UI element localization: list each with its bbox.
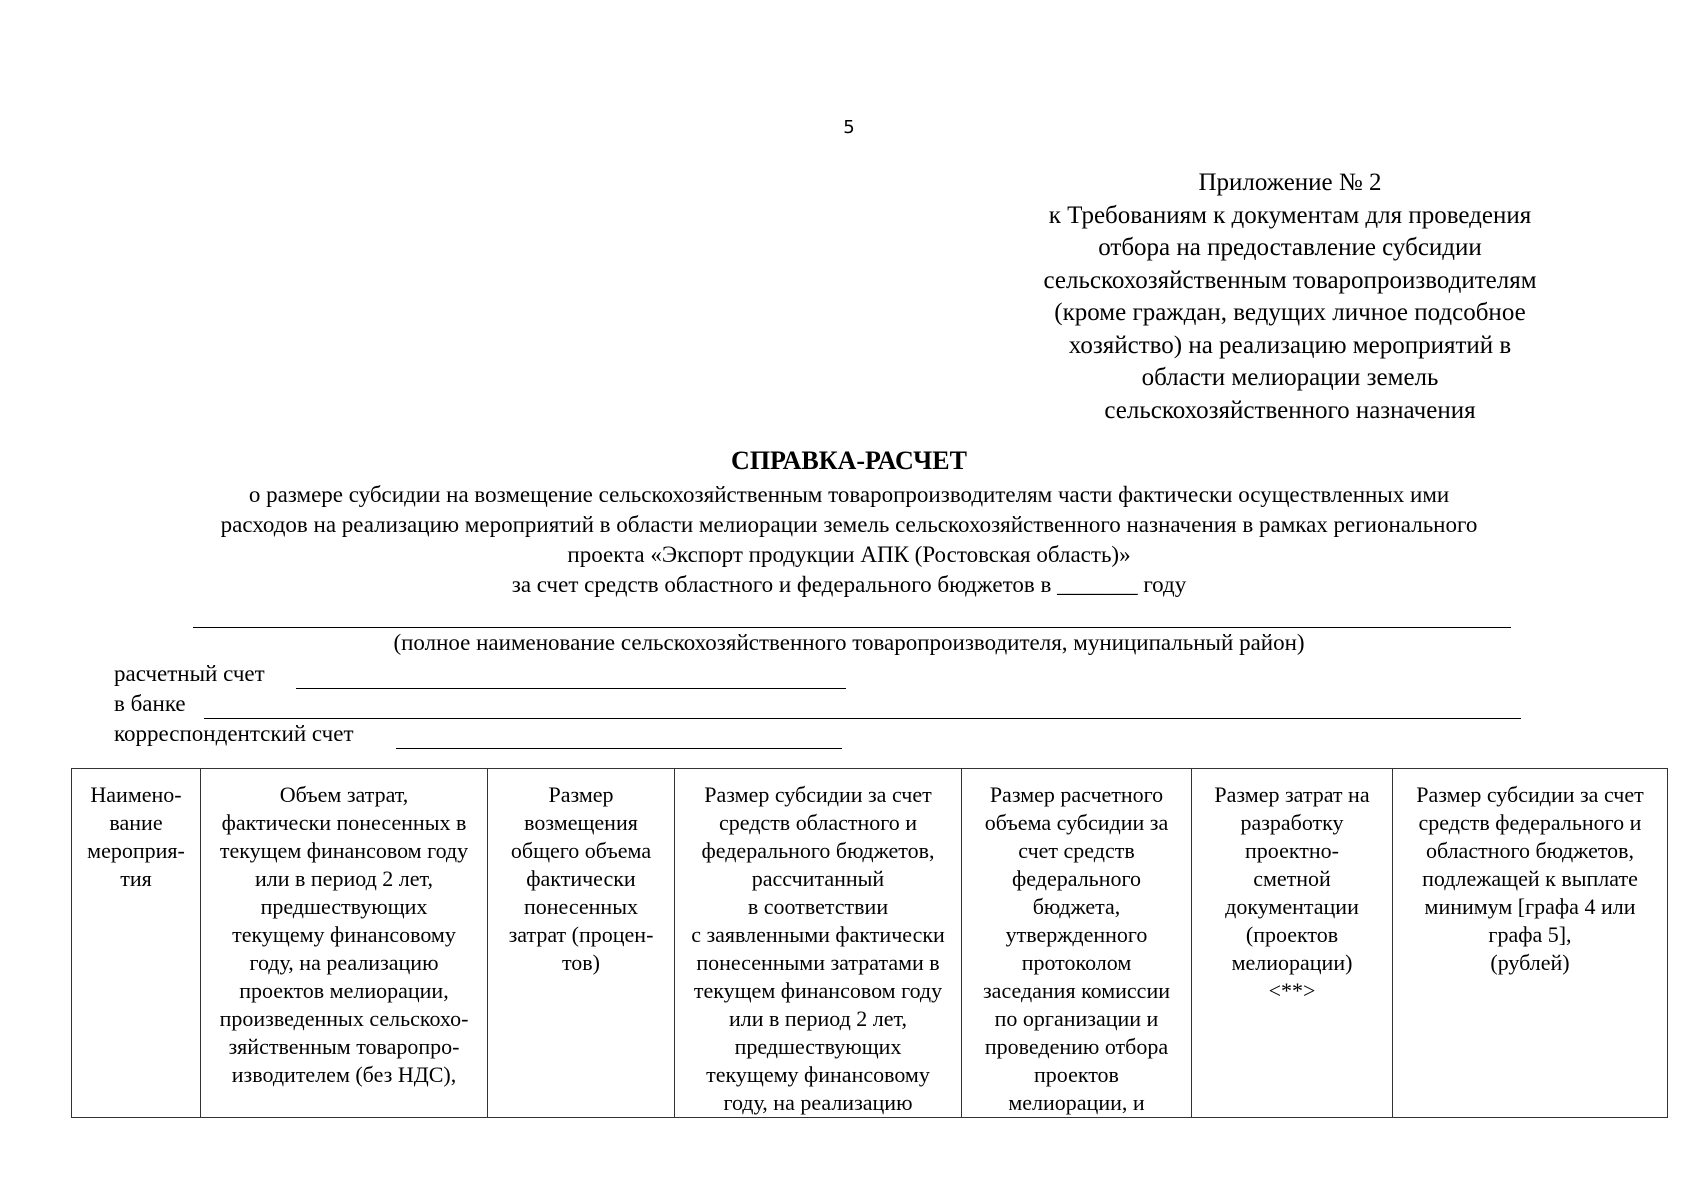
appendix-line: хозяйство) на реализацию мероприятий в [1068, 331, 1512, 359]
table-header-row [72, 769, 1668, 1118]
subtitle-line: проекта «Экспорт продукции АПК (Ростовская область)» [567, 542, 1131, 567]
appendix-line: к Требованиям к документам для проведения [1048, 201, 1532, 229]
calculation-table [71, 768, 1668, 1118]
page-number: 5 [843, 117, 855, 138]
account-field-label: расчетный счет [114, 661, 265, 686]
corr-account-field-line[interactable] [396, 748, 842, 749]
appendix-line: отбора на предоставление субсидии [1098, 234, 1482, 261]
appendix-line: Приложение № 2 [1198, 169, 1382, 196]
bank-field-line[interactable] [204, 718, 1521, 719]
producer-name-caption: (полное наименование сельскохозяйственного товаропроизводителя, муниципальный район) [393, 630, 1305, 655]
subtitle-line: за счет средств областного и федерального бюджетов в _______ году [511, 572, 1187, 597]
account-field-line[interactable] [296, 688, 846, 689]
appendix-line: (кроме граждан, ведущих личное подсобное [1054, 299, 1526, 326]
subtitle-line: о размере субсидии на возмещение сельскохозяйственным товаропроизводителям части фактически осуществленных ими [248, 482, 1450, 507]
appendix-line: области мелиорации земель [1141, 364, 1439, 391]
corr-account-field-label: корреспондентский счет [114, 721, 354, 746]
column-header-actual-costs: Объем затрат, фактически понесенных в текущем финансовом году или в период 2 лет, предшествующих текущему финансовому году, на реализацию проектов мелиорации, произведенных сельскохо- зяйственным товаропро- изводителем (без НДС), [201, 769, 488, 1118]
document-title: СПРАВКА-РАСЧЕТ [731, 446, 967, 475]
column-header-activity-name: Наимено- вание мероприя- тия [72, 769, 201, 1118]
column-header-design-costs: Размер затрат на разработку проектно- сметной документации (проектов мелиорации) <**> [1192, 769, 1393, 1118]
appendix-line: сельскохозяйственным товаропроизводителям [1043, 266, 1537, 294]
column-header-reimbursement-percent: Размер возмещения общего объема фактически понесенных затрат (процен- тов) [488, 769, 675, 1118]
producer-name-line[interactable] [193, 627, 1511, 628]
document-subtitle [0, 480, 1698, 600]
column-header-approved-subsidy: Размер расчетного объема субсидии за счет средств федерального бюджета, утвержденного протоколом заседания комиссии по организации и проведению отбора проектов мелиорации, и [962, 769, 1192, 1118]
column-header-calculated-subsidy: Размер субсидии за счет средств областного и федерального бюджетов, рассчитанный в соответствии с заявленными фактически понесенными затратами в текущем финансовом году или в период 2 лет, предшествующих текущему финансовому году, на реализацию [675, 769, 962, 1118]
bank-field-label: в банке [114, 691, 186, 716]
appendix-line: сельскохозяйственного назначения [1104, 396, 1476, 424]
column-header-payable-subsidy: Размер субсидии за счет средств федерального и областного бюджетов, подлежащей к выплате минимум [графа 4 или графа 5], (рублей) [1393, 769, 1668, 1118]
subtitle-line: расходов на реализацию мероприятий в области мелиорации земель сельскохозяйственного назначения в рамках регионального [220, 512, 1478, 537]
appendix-heading [990, 167, 1590, 427]
